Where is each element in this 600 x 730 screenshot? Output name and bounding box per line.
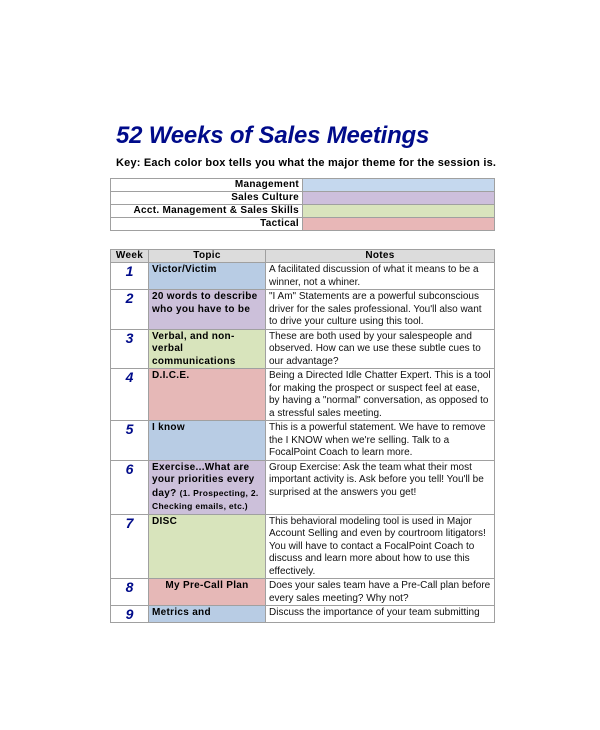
- key-description: Key: Each color box tells you what the major theme for the session is.: [116, 157, 497, 169]
- key-label: Sales Culture: [111, 192, 303, 205]
- topic-cell: 20 words to describe who you have to be: [149, 290, 266, 330]
- key-swatch-management: [303, 179, 495, 192]
- table-row: [111, 290, 495, 330]
- key-swatch-acct-management: [303, 205, 495, 218]
- notes-cell: These are both used by your salespeople and observed. How can we use these subtle cues to our advantage?: [266, 329, 495, 369]
- key-row-acct-management: [111, 205, 495, 218]
- topic-cell: Victor/Victim: [149, 263, 266, 290]
- topic-cell: I know: [149, 421, 266, 461]
- week-number: 7: [111, 514, 149, 579]
- key-swatch-tactical: [303, 218, 495, 231]
- table-row: [111, 329, 495, 369]
- week-number: 1: [111, 263, 149, 290]
- key-row-tactical: [111, 218, 495, 231]
- header-week: Week: [111, 250, 149, 263]
- week-number: 4: [111, 369, 149, 421]
- topic-cell: Verbal, and non-verbal communications: [149, 329, 266, 369]
- color-key-table: [110, 178, 495, 231]
- table-row: [111, 369, 495, 421]
- table-header-row: [111, 250, 495, 263]
- notes-cell: Discuss the importance of your team submitting: [266, 606, 495, 623]
- header-topic: Topic: [149, 250, 266, 263]
- week-number: 2: [111, 290, 149, 330]
- key-row-management: [111, 179, 495, 192]
- document-title: 52 Weeks of Sales Meetings: [116, 122, 430, 149]
- topic-cell: My Pre-Call Plan: [149, 579, 266, 606]
- key-label: Management: [111, 179, 303, 192]
- table-row: [111, 460, 495, 514]
- table-row: [111, 606, 495, 623]
- week-number: 8: [111, 579, 149, 606]
- notes-cell: Does your sales team have a Pre-Call plan before every sales meeting? Why not?: [266, 579, 495, 606]
- notes-cell: This behavioral modeling tool is used in Major Account Selling and even by courtroom litigators! You will have to contact a FocalPoint Coach to discuss and learn more about how to use this effectively.: [266, 514, 495, 579]
- notes-cell: Being a Directed Idle Chatter Expert. This is a tool for making the prospect or suspect feel at ease, by having a "normal" conversation, as opposed to a stressful sales meeting.: [266, 369, 495, 421]
- meetings-table: [110, 249, 495, 623]
- key-row-sales-culture: [111, 192, 495, 205]
- key-label: Tactical: [111, 218, 303, 231]
- table-row: [111, 579, 495, 606]
- table-row: [111, 263, 495, 290]
- notes-cell: This is a powerful statement. We have to remove the I KNOW when we're selling. Talk to a FocalPoint Coach to learn more.: [266, 421, 495, 461]
- notes-cell: "I Am" Statements are a powerful subconscious driver for the sales professional. You'll also want to drive your culture using this tool.: [266, 290, 495, 330]
- topic-cell: Metrics and: [149, 606, 266, 623]
- week-number: 6: [111, 460, 149, 514]
- notes-cell: A facilitated discussion of what it means to be a winner, not a whiner.: [266, 263, 495, 290]
- table-row: [111, 514, 495, 579]
- topic-cell: DISC: [149, 514, 266, 579]
- week-number: 9: [111, 606, 149, 623]
- topic-cell: [149, 460, 266, 514]
- notes-cell: Group Exercise: Ask the team what their most important activity is. Ask before you tell! You'll be surprised at the answers you get!: [266, 460, 495, 514]
- key-label: Acct. Management & Sales Skills: [111, 205, 303, 218]
- key-swatch-sales-culture: [303, 192, 495, 205]
- week-number: 3: [111, 329, 149, 369]
- topic-cell: D.I.C.E.: [149, 369, 266, 421]
- topic-subtext: (1. Prospecting, 2. Checking emails, etc.): [152, 487, 259, 511]
- topic-text: Exercise...What are your priorities every day?: [152, 461, 255, 499]
- header-notes: Notes: [266, 250, 495, 263]
- table-row: [111, 421, 495, 461]
- week-number: 5: [111, 421, 149, 461]
